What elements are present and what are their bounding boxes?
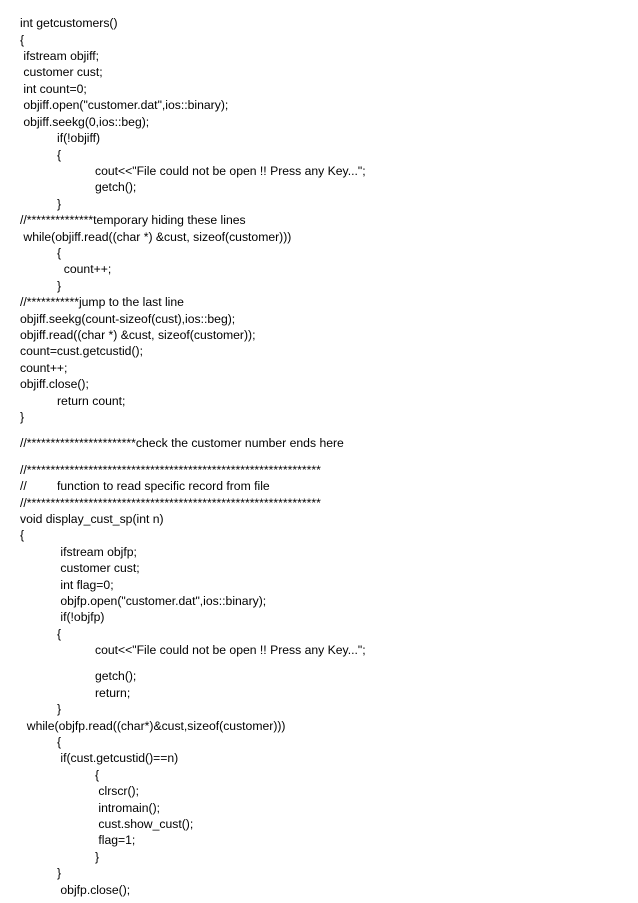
code-line: if(!objiff) [57, 131, 101, 145]
code-line: ifstream objfp; [57, 545, 137, 559]
code-line: { [20, 528, 25, 542]
code-line: count++; [57, 262, 112, 276]
code-line: count=cust.getcustid(); [20, 344, 143, 358]
code-line: return; [95, 686, 131, 700]
code-line: objiff.read((char *) &cust, sizeof(customer)); [20, 328, 256, 342]
code-comment-line: //***********jump to the last line [20, 295, 184, 309]
code-comment-line: //************************************************************** [20, 496, 321, 510]
code-line: } [95, 850, 100, 864]
code-line: intromain(); [95, 801, 161, 815]
code-line: void display_cust_sp(int n) [20, 512, 164, 526]
code-line: } [57, 279, 62, 293]
code-line: { [57, 148, 62, 162]
code-line: flag=1; [95, 833, 136, 847]
code-line: } [57, 702, 62, 716]
code-line: { [57, 246, 62, 260]
code-line: { [57, 735, 62, 749]
code-line: int getcustomers() [20, 16, 118, 30]
code-line: int flag=0; [57, 578, 114, 592]
code-comment-line: //************************************************************** [20, 463, 321, 477]
code-line: clrscr(); [95, 784, 139, 798]
code-line: getch(); [95, 180, 137, 194]
code-line: while(objfp.read((char*)&cust,sizeof(customer))) [20, 719, 286, 733]
code-line: objfp.open("customer.dat",ios::binary); [57, 594, 267, 608]
code-line: ifstream objiff; [20, 49, 100, 63]
code-line: customer cust; [57, 561, 140, 575]
code-line: while(objiff.read((char *) &cust, sizeof(customer))) [20, 230, 292, 244]
code-line: objiff.open("customer.dat",ios::binary); [20, 98, 229, 112]
code-line: if(cust.getcustid()==n) [57, 751, 179, 765]
code-line: cout<<"File could not be open !! Press any Key..."; [95, 643, 366, 657]
code-line: customer cust; [20, 65, 103, 79]
code-line: count++; [20, 361, 68, 375]
code-comment-line: //***********************check the customer number ends here [20, 436, 344, 450]
code-comment-line: //**************temporary hiding these lines [20, 213, 246, 227]
code-comment-line: // [20, 479, 27, 493]
code-line: objiff.seekg(count-sizeof(cust),ios::beg); [20, 312, 236, 326]
code-line: } [57, 197, 62, 211]
code-line: objiff.seekg(0,ios::beg); [20, 115, 150, 129]
code-line: { [20, 33, 25, 47]
code-line: int count=0; [20, 82, 87, 96]
code-line: } [57, 866, 62, 880]
code-line: objiff.close(); [20, 377, 89, 391]
code-line: } [20, 410, 25, 424]
code-line: if(!objfp) [57, 610, 105, 624]
code-line: { [57, 627, 62, 641]
code-line: { [95, 768, 100, 782]
code-line: cust.show_cust(); [95, 817, 194, 831]
code-line: cout<<"File could not be open !! Press any Key..."; [95, 164, 366, 178]
code-line: objfp.close(); [57, 883, 131, 897]
code-line: return count; [57, 394, 126, 408]
code-line: getch(); [95, 669, 137, 683]
code-comment-line: function to read specific record from file [57, 479, 270, 493]
